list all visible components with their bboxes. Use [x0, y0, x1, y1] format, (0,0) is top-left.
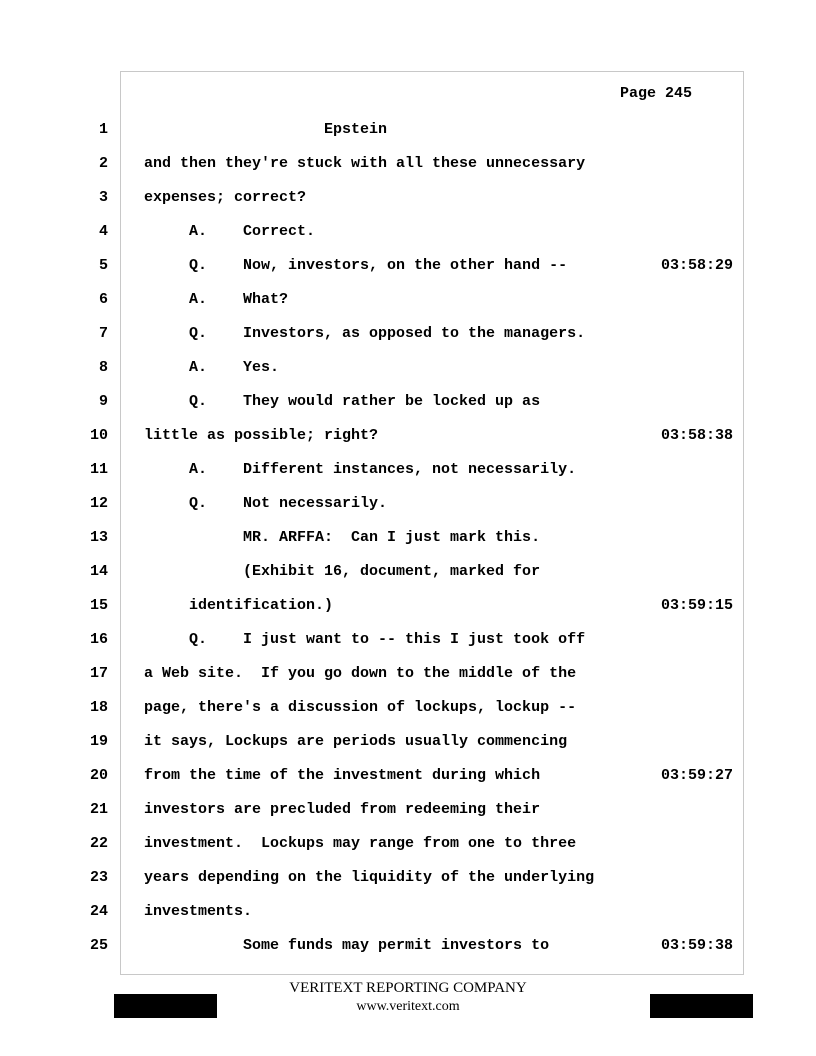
- transcript-line: [0, 903, 816, 923]
- line-number: 1: [98, 121, 108, 138]
- line-text: a Web site. If you go down to the middle of the: [144, 665, 577, 682]
- line-text: years depending on the liquidity of the underlying: [144, 869, 595, 886]
- transcript-line: [0, 529, 816, 549]
- line-text: investments.: [144, 903, 253, 920]
- line-text: Q. Investors, as opposed to the managers.: [144, 325, 586, 342]
- transcript-line: [0, 597, 816, 617]
- line-text: expenses; correct?: [144, 189, 307, 206]
- page-number: Page 245: [620, 85, 693, 102]
- line-timestamp: 03:58:29: [661, 257, 734, 274]
- line-text: from the time of the investment during which: [144, 767, 541, 784]
- footer-url: www.veritext.com: [356, 999, 460, 1014]
- line-number: 17: [89, 665, 108, 682]
- transcript-line: [0, 699, 816, 719]
- line-text: A. What?: [144, 291, 289, 308]
- transcript-line: [0, 801, 816, 821]
- transcript-line: [0, 155, 816, 175]
- line-number: 8: [98, 359, 108, 376]
- line-text: and then they're stuck with all these unnecessary: [144, 155, 586, 172]
- line-text: A. Yes.: [144, 359, 280, 376]
- transcript-line: [0, 869, 816, 889]
- transcript-line: [0, 937, 816, 957]
- line-timestamp: 03:59:27: [661, 767, 734, 784]
- line-text: A. Correct.: [144, 223, 316, 240]
- line-timestamp: 03:59:15: [661, 597, 734, 614]
- line-number: 9: [98, 393, 108, 410]
- line-number: 12: [89, 495, 108, 512]
- transcript-line: [0, 835, 816, 855]
- line-number: 7: [98, 325, 108, 342]
- transcript-line: [0, 733, 816, 753]
- line-text: Q. They would rather be locked up as: [144, 393, 541, 410]
- transcript-line: [0, 291, 816, 311]
- line-text: it says, Lockups are periods usually commencing: [144, 733, 568, 750]
- line-text: identification.): [144, 597, 334, 614]
- line-number: 5: [98, 257, 108, 274]
- line-number: 13: [89, 529, 108, 546]
- line-text: investors are precluded from redeeming their: [144, 801, 541, 818]
- line-number: 6: [98, 291, 108, 308]
- line-number: 10: [89, 427, 108, 444]
- line-text: A. Different instances, not necessarily.: [144, 461, 577, 478]
- transcript-line: [0, 563, 816, 583]
- line-number: 24: [89, 903, 108, 920]
- footer-company: VERITEXT REPORTING COMPANY: [289, 980, 527, 996]
- line-number: 14: [89, 563, 108, 580]
- line-number: 22: [89, 835, 108, 852]
- line-timestamp: 03:58:38: [661, 427, 734, 444]
- line-number: 23: [89, 869, 108, 886]
- transcript-line: [0, 189, 816, 209]
- transcript-line: [0, 257, 816, 277]
- transcript-line: [0, 325, 816, 345]
- line-number: 21: [89, 801, 108, 818]
- transcript-line: [0, 359, 816, 379]
- line-text: Epstein: [144, 121, 388, 138]
- line-text: (Exhibit 16, document, marked for: [144, 563, 541, 580]
- line-text: investment. Lockups may range from one to three: [144, 835, 577, 852]
- line-timestamp: 03:59:38: [661, 937, 734, 954]
- line-number: 11: [89, 461, 108, 478]
- redaction-box-right: [650, 994, 753, 1018]
- line-number: 18: [89, 699, 108, 716]
- line-number: 4: [98, 223, 108, 240]
- line-text: Q. Not necessarily.: [144, 495, 388, 512]
- transcript-line: [0, 665, 816, 685]
- line-number: 20: [89, 767, 108, 784]
- line-text: Q. Now, investors, on the other hand --: [144, 257, 568, 274]
- transcript-line: [0, 767, 816, 787]
- transcript-line: [0, 495, 816, 515]
- transcript-line: [0, 121, 816, 141]
- transcript-line: [0, 393, 816, 413]
- line-number: 15: [89, 597, 108, 614]
- transcript-line: [0, 631, 816, 651]
- line-text: page, there's a discussion of lockups, lockup --: [144, 699, 577, 716]
- line-number: 2: [98, 155, 108, 172]
- line-text: Q. I just want to -- this I just took off: [144, 631, 586, 648]
- line-number: 16: [89, 631, 108, 648]
- line-number: 25: [89, 937, 108, 954]
- line-number: 3: [98, 189, 108, 206]
- redaction-box-left: [114, 994, 217, 1018]
- transcript-line: [0, 427, 816, 447]
- line-text: Some funds may permit investors to: [144, 937, 550, 954]
- line-text: MR. ARFFA: Can I just mark this.: [144, 529, 541, 546]
- transcript-line: [0, 461, 816, 481]
- transcript-line: [0, 223, 816, 243]
- line-text: little as possible; right?: [144, 427, 379, 444]
- line-number: 19: [89, 733, 108, 750]
